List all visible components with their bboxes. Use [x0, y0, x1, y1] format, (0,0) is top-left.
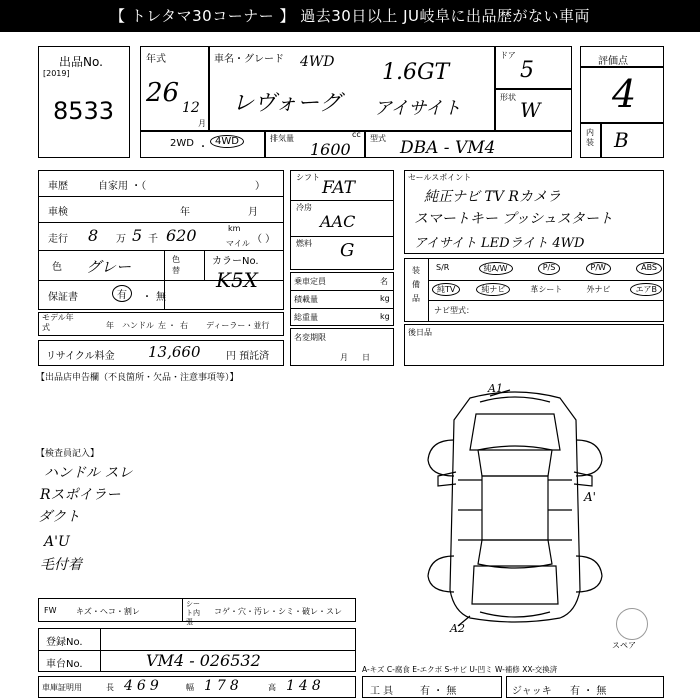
frame-value: VM4 - 026532: [146, 651, 261, 670]
doors-value: 5: [520, 58, 534, 83]
passengers-unit: 名: [380, 277, 388, 286]
later-items-box: [404, 324, 664, 366]
cert-l-value: 469: [124, 678, 163, 694]
inspection-month: 月: [248, 207, 258, 218]
model-year-label: モデル年式: [42, 313, 74, 332]
equipment-label: 装備品: [412, 266, 420, 303]
spare-tire-icon: [616, 608, 648, 640]
dealer-label: ディーラー・並行: [206, 321, 270, 330]
interior-label: 内装: [586, 128, 594, 147]
cert-h-value: 148: [286, 678, 325, 694]
car-wheel-fl: [428, 440, 454, 476]
seat-text: コゲ・穴・汚レ・シミ・破レ・スレ: [214, 607, 342, 616]
equip-pw-circled: P/W: [586, 262, 611, 275]
drive-2wd: 2WD: [170, 138, 194, 149]
mileage-mile: マイル: [226, 239, 250, 248]
name-change-label: 名変期限: [294, 333, 326, 342]
load-unit: kg: [380, 294, 390, 303]
type-label: 型式: [370, 134, 386, 143]
inspection-year: 年: [180, 207, 190, 218]
inspector-line-5: 毛付着: [40, 557, 82, 573]
equipment-row-1: [432, 262, 662, 275]
drive-sep: ・: [198, 142, 208, 153]
declaration-label: 【出品店申告欄（不良箇所・欠品・注意事項等）】: [36, 373, 239, 383]
equip-leather: 革シート: [530, 285, 563, 294]
car-diagram: [400, 380, 630, 630]
mileage-sen: 千: [148, 234, 158, 245]
recycle-value: 13,660: [148, 343, 201, 361]
ac-value: AAC: [320, 212, 356, 231]
fw-text: キズ・ヘコ・割レ: [76, 607, 140, 616]
score-value: 4: [612, 72, 637, 116]
mileage-digit2: 5: [132, 226, 143, 245]
warranty-no: 無: [156, 292, 166, 303]
cert-w-value: 178: [204, 678, 243, 694]
lot-box: [38, 46, 130, 158]
mileage-man: 万: [116, 234, 126, 245]
recycle-label: リサイクル料金: [46, 351, 115, 362]
color-label: 色: [52, 262, 62, 273]
equip-aw-circled: 純A/W: [479, 262, 513, 275]
warranty-yes-circled: 有: [112, 285, 132, 302]
sales-line3: アイサイト LEDライト 4WD: [414, 236, 585, 251]
seat-label: シート内張: [186, 600, 200, 626]
name-change-unit: 月日: [340, 353, 384, 362]
inspector-line-4: A'U: [44, 534, 70, 550]
year-month-unit: 月: [198, 119, 206, 128]
passengers-label: 乗車定員: [294, 277, 326, 286]
recycle-unit: 円 預託済: [226, 351, 270, 362]
shift-value: FAT: [322, 178, 356, 198]
history-close: ）: [255, 181, 265, 192]
diagram-mark-a2: A2: [450, 622, 465, 635]
colorno-value: K5X: [216, 268, 258, 292]
cert-label: 車庫証明用: [42, 683, 82, 692]
warranty-sep: ・: [142, 292, 152, 303]
car-rear-window: [478, 540, 552, 568]
car-front-bumper: [480, 397, 550, 402]
fw-label: FW: [44, 606, 57, 615]
navi-type-label: ナビ型式：: [434, 306, 474, 315]
equip-airbag-circled: エアB: [630, 283, 662, 296]
car-body-outline: [450, 392, 580, 622]
year-label: 年式: [146, 54, 166, 65]
handle-left: 左: [158, 321, 166, 330]
damage-legend: A-キズ C-腐食 E-エクボ S-サビ U-凹ミ W-補修 XX-交換済: [362, 665, 558, 674]
model-grade: 1.6GT: [382, 60, 450, 85]
diagram-mark-a1: A1: [488, 382, 503, 395]
equip-tv-circled: 純TV: [432, 283, 460, 296]
equip-abs-circled: ABS: [636, 262, 662, 275]
mileage-paren: （ ）: [252, 234, 276, 245]
equip-navi-circled: 純ナビ: [476, 283, 510, 296]
car-rear-bumper: [480, 612, 550, 617]
equip-ps-circled: P/S: [538, 262, 561, 275]
lot-label: 出品No.: [59, 55, 103, 69]
cert-h-label: 高: [268, 683, 276, 692]
fuel-value: G: [340, 240, 355, 261]
drive-4wd-circled: 4WD: [210, 135, 244, 148]
history-value: 自家用 ・（: [98, 181, 147, 192]
shape-value: W: [520, 98, 541, 122]
spare-label: スペア: [612, 641, 636, 650]
model-name: レヴォーグ: [232, 91, 342, 116]
fuel-label: 燃料: [296, 239, 312, 248]
car-hood: [470, 414, 560, 450]
load-label: 積載量: [294, 295, 318, 304]
inspector-label: 【検査員記入】: [36, 449, 100, 459]
handle-label: ハンドル: [122, 321, 154, 330]
inspector-line-1: ハンドル スレ: [44, 465, 133, 481]
shift-label: シフト: [296, 173, 320, 182]
year-month-value: 12: [182, 100, 200, 116]
header-banner: 【 トレタマ30コーナー 】 過去30日以上 JU岐阜に出品歴がない車両: [0, 0, 700, 32]
tools-label: 工 具: [370, 686, 394, 697]
history-label: 車歴: [48, 181, 68, 192]
car-roof: [482, 476, 548, 540]
model-year-unit: 年: [106, 321, 114, 330]
diagram-mark-a-prime: A': [584, 490, 596, 504]
equip-sr: S/R: [436, 263, 450, 272]
handle-sep: ・: [168, 321, 176, 330]
model-label: 車名・グレード: [214, 54, 284, 65]
lot-number: 8533: [53, 97, 115, 125]
reg-label: 登録No.: [46, 637, 83, 648]
car-wheel-fr: [576, 440, 602, 476]
tools-value: 有 ・ 無: [420, 686, 457, 697]
type-value: DBA - VM4: [400, 138, 496, 158]
shape-label: 形状: [500, 93, 516, 102]
interior-value: B: [614, 128, 629, 152]
score-label: 評価点: [598, 56, 628, 67]
inspection-label: 車検: [48, 207, 68, 218]
model-drive-note: 4WD: [300, 54, 335, 70]
equipment-row-2: [432, 283, 662, 296]
lot-year-tag: [2019]: [43, 69, 70, 78]
displacement-label: 排気量: [270, 134, 294, 143]
sales-line2: スマートキー プッシュスタート: [414, 211, 613, 227]
sales-line1: 純正ナビ TV Rカメラ: [424, 189, 561, 205]
inspector-line-3: ダクト: [38, 509, 80, 525]
displacement-unit: cc: [352, 130, 361, 139]
jack-value: 有 ・ 無: [570, 686, 607, 697]
color-change-label: 色替: [172, 255, 180, 275]
mileage-digit1: 8: [88, 226, 99, 245]
frame-label: 車台No.: [46, 659, 83, 670]
equip-ext-navi: 外ナビ: [586, 285, 611, 294]
inspector-line-2: Rスポイラー: [40, 487, 121, 503]
gross-label: 総重量: [294, 313, 318, 322]
displacement-value: 1600: [310, 140, 351, 159]
sales-label: セールスポイント: [408, 173, 472, 182]
mileage-digit3: 620: [166, 226, 197, 245]
jack-label: ジャッキ: [512, 686, 552, 697]
cert-w-label: 幅: [186, 683, 194, 692]
doors-label: ドア: [500, 51, 516, 60]
warranty-label: 保証書: [48, 292, 78, 303]
mileage-label: 走行: [48, 234, 68, 245]
gross-unit: kg: [380, 312, 390, 321]
handle-right: 右: [180, 321, 188, 330]
model-sub: アイサイト: [374, 98, 462, 119]
mileage-km: km: [228, 224, 241, 233]
car-trunk: [472, 566, 558, 604]
later-label: 後日品: [408, 328, 432, 337]
cert-l-label: 長: [106, 683, 114, 692]
year-era-value: 26: [146, 78, 180, 108]
ac-label: 冷房: [296, 203, 312, 212]
color-value: グレー: [86, 258, 132, 276]
colorno-label: カラーNo.: [212, 256, 259, 267]
